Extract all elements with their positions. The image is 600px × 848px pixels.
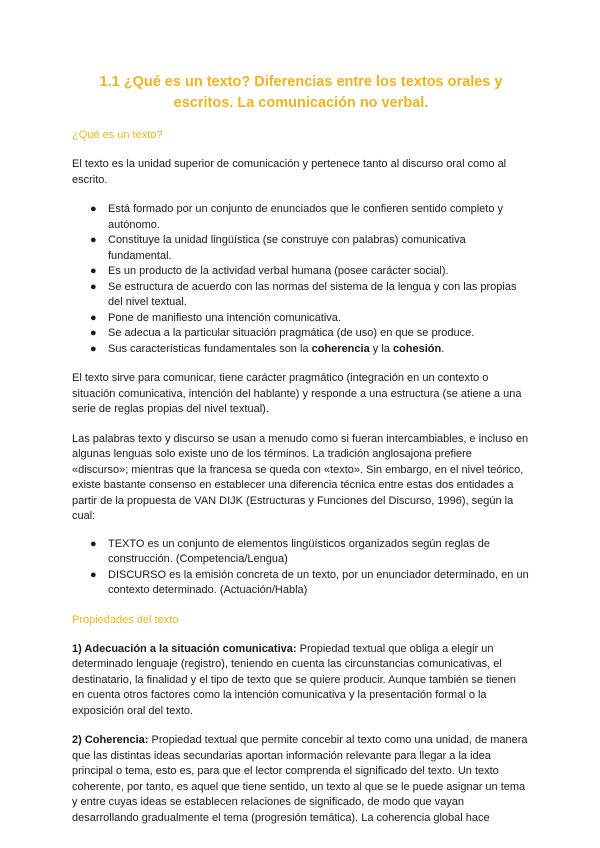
list-item: ● DISCURSO es la emisión concreta de un texto, por un enunciador determinado, en un contexto determinado. (Actuación/Habla) [90,568,529,596]
section-heading-que-es: ¿Qué es un texto? [72,129,163,141]
bullet-icon: ● [90,234,97,246]
characteristics-list [72,202,530,357]
list-item: ● Pone de manifiesto una intención comunicativa. [108,311,530,327]
bullet-icon: ● [90,537,97,550]
list-item: ● Sus características fundamentales son la coherencia y la cohesión. [108,342,530,358]
property-label: 2) Coherencia: [72,734,149,746]
list-item: ● Constituye la unidad lingüística (se construye con palabras) comunicativa fundamental. [90,234,466,262]
texto-discurso-list [72,537,530,599]
property-adecuacion: 1) Adecuación a la situación comunicativa: Propiedad textual que obliga a elegir un determinado lenguaje (registro), teniendo en cuenta las circunstancias comunicativas, el destinatario, la finalidad y el tipo de texto que se quiere producir. Aunque también se tienen en cuenta otros factores como la intención comunicativa y la presentación formal o la exposición oral del texto. [72,642,516,717]
bullet-icon: ● [90,568,97,581]
bullet-icon: ● [90,327,97,339]
list-item: ● TEXTO es un conjunto de elementos lingüísticos organizados según reglas de construcción. (Competencia/Lengua) [90,537,490,565]
bullet-icon: ● [90,280,97,293]
list-item: ● Está formado por un conjunto de enunciados que le confieren sentido completo y autónomo. [90,203,504,231]
list-item: ● Se estructura de acuerdo con las normas del sistema de la lengua y con las propias del nivel textual. [90,280,517,308]
bullet-icon: ● [90,342,97,355]
list-item: ● Se adecua a la particular situación pragmática (de uso) en que se produce. [108,326,530,342]
bullet-icon: ● [90,265,97,277]
property-label: 1) Adecuación a la situación comunicativa: [72,642,297,655]
intro-paragraph: El texto es la unidad superior de comunicación y pertenece tanto al discurso oral como al escrito. [72,158,507,186]
property-coherencia: 2) Coherencia: Propiedad textual que permite concebir al texto como una unidad, de manera que las distintas ideas secundarias aportan información relevante para llegar a la idea principal o tema, esto es, para que el lector comprenda el significado del texto. Un texto coherente, por tanto, es aquel que tiene sentido, un texto al que se le puede asignar un tema y entre cuyas ideas se establecen relaciones de significado, de modo que vayan desarrollando gradualmente el tema (progresión temática). La coherencia global hace [72,734,528,824]
list-item: ● Es un producto de la actividad verbal humana (posee carácter social). [108,264,530,280]
bullet-icon: ● [90,203,97,215]
paragraph-texto-discurso: Las palabras texto y discurso se usan a menudo como si fueran intercambiables, e incluso en algunas lenguas solo existe uno de los términos. La tradición anglosajona prefiere «discurso»; mientras que la francesa se queda con «texto». Sin embargo, en el nivel teórico, existe bastante consenso en establecer una diferencia técnica entre estas dos entidades a partir de la propuesta de VAN DIJK (Estructuras y Funciones del Discurso, 1996), según la cual: [72,432,529,522]
section-heading-propiedades: Propiedades del texto [72,613,179,626]
paragraph-pragmatic: El texto sirve para comunicar, tiene carácter pragmático (integración en un contexto o situación comunicativa, intención del hablante) y responde a una estructura (se atiene a una serie de reglas propias del nivel textual). [72,372,522,415]
bullet-icon: ● [90,311,97,324]
page-title: 1.1 ¿Qué es un texto? Diferencias entre los textos orales y escritos. La comunicación no verbal. [99,74,503,111]
